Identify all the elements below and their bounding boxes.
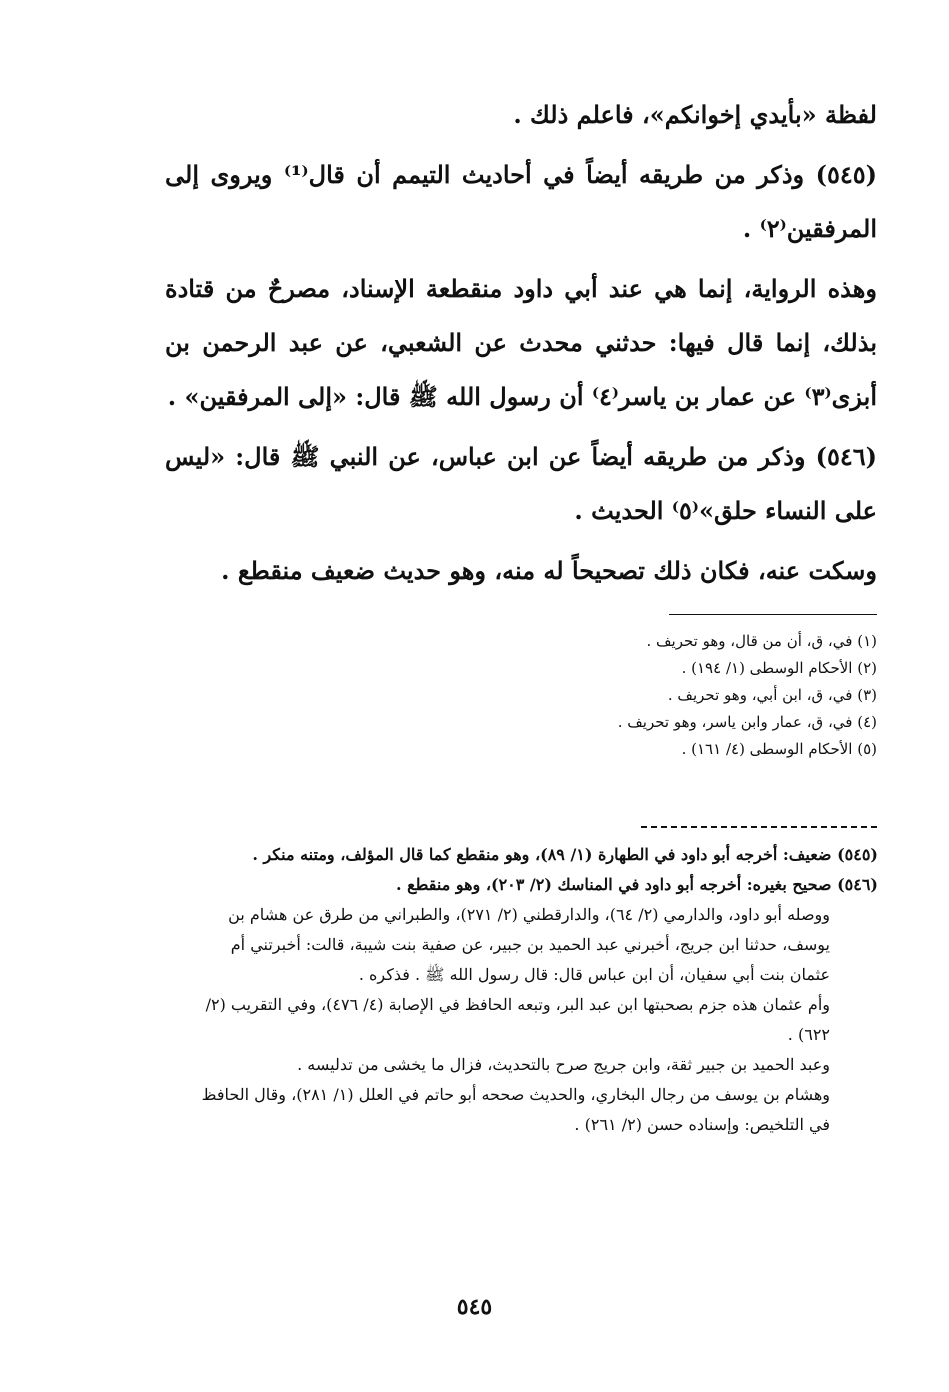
takhrij-notes xyxy=(190,840,878,1140)
footnote-1: (١) في، ق، أن من قال، وهو تحريف . xyxy=(646,632,877,650)
note-545: (٥٤٥) ضعيف: أخرجه أبو داود في الطهارة (١/ ٨٩)، وهو منقطع كما قال المؤلف، ومتنه منكر . xyxy=(252,845,878,864)
note-546-abdulhamid: وعبد الحميد بن جبير ثقة، وابن جريج صرح بالتحديث، فزال ما يخشى من تدليسه . xyxy=(297,1055,830,1074)
main-text xyxy=(165,88,877,604)
note-546-umm-uthman: وأم عثمان هذه جزم بصحبتها ابن عبد البر، وتبعه الحافظ في الإصابة (٤/ ٤٧٦)، وفي التقريب (٢/ ٦٢٢) . xyxy=(205,995,830,1044)
paragraph-narration: وهذه الرواية، إنما هي عند أبي داود منقطعة الإسناد، مصرحٌ من قتادة بذلك، إنما قال فيها: حدثني محدث عن الشعبي، عن عبد الرحمن بن أبزى⁽٣⁾ عن عمار بن ياسر⁽٤⁾ أن رسول الله ﷺ قال: «إلى المرفقين» . xyxy=(165,274,877,411)
footnote-separator xyxy=(669,614,877,615)
footnote-4: (٤) في، ق، عمار وابن ياسر، وهو تحريف . xyxy=(617,713,877,731)
page-number: ٥٤٥ xyxy=(456,1294,493,1320)
footnote-2: (٢) الأحكام الوسطى (١/ ١٩٤) . xyxy=(681,659,877,677)
paragraph-546: (٥٤٦) وذكر من طريقه أيضاً عن ابن عباس، عن النبي ﷺ قال: «ليس على النساء حلق»⁽٥⁾ الحديث . xyxy=(165,442,877,525)
footnote-3: (٣) في، ق، ابن أبي، وهو تحريف . xyxy=(667,686,877,704)
paragraph-0: لفظة «بأيدي إخوانكم»، فاعلم ذلك . xyxy=(513,100,877,129)
note-546-connect: ووصله أبو داود، والدارمي (٢/ ٦٤)، والدارقطني (٢/ ٢٧١)، والطبراني من طرق عن هشام بن يوسف، حدثنا ابن جريج، أخبرني عبد الحميد بن جبير، عن صفية بنت شيبة، قالت: أخبرتني أم عثمان بنت أبي سفيان، أن ابن عباس قال: قال رسول الله ﷺ . فذكره . xyxy=(228,905,830,984)
footnote-5: (٥) الأحكام الوسطى (٤/ ١٦١) . xyxy=(681,740,877,758)
note-546: (٥٤٦) صحيح بغيره: أخرجه أبو داود في المناسك (٢/ ٢٠٣)، وهو منقطع . xyxy=(396,875,878,894)
footnotes xyxy=(277,628,877,763)
note-546-hisham: وهشام بن يوسف من رجال البخاري، والحديث صححه أبو حاتم في العلل (١/ ٢٨١)، وقال الحافظ في التلخيص: وإسناده حسن (٢/ ٢٦١) . xyxy=(201,1085,830,1134)
paragraph-closing: وسكت عنه، فكان ذلك تصحيحاً له منه، وهو حديث ضعيف منقطع . xyxy=(221,556,877,585)
notes-separator xyxy=(641,826,877,828)
paragraph-545: (٥٤٥) وذكر من طريقه أيضاً في أحاديث التيمم أن قال⁽¹⁾ ويروى إلى المرفقين⁽٢⁾ . xyxy=(165,160,877,243)
